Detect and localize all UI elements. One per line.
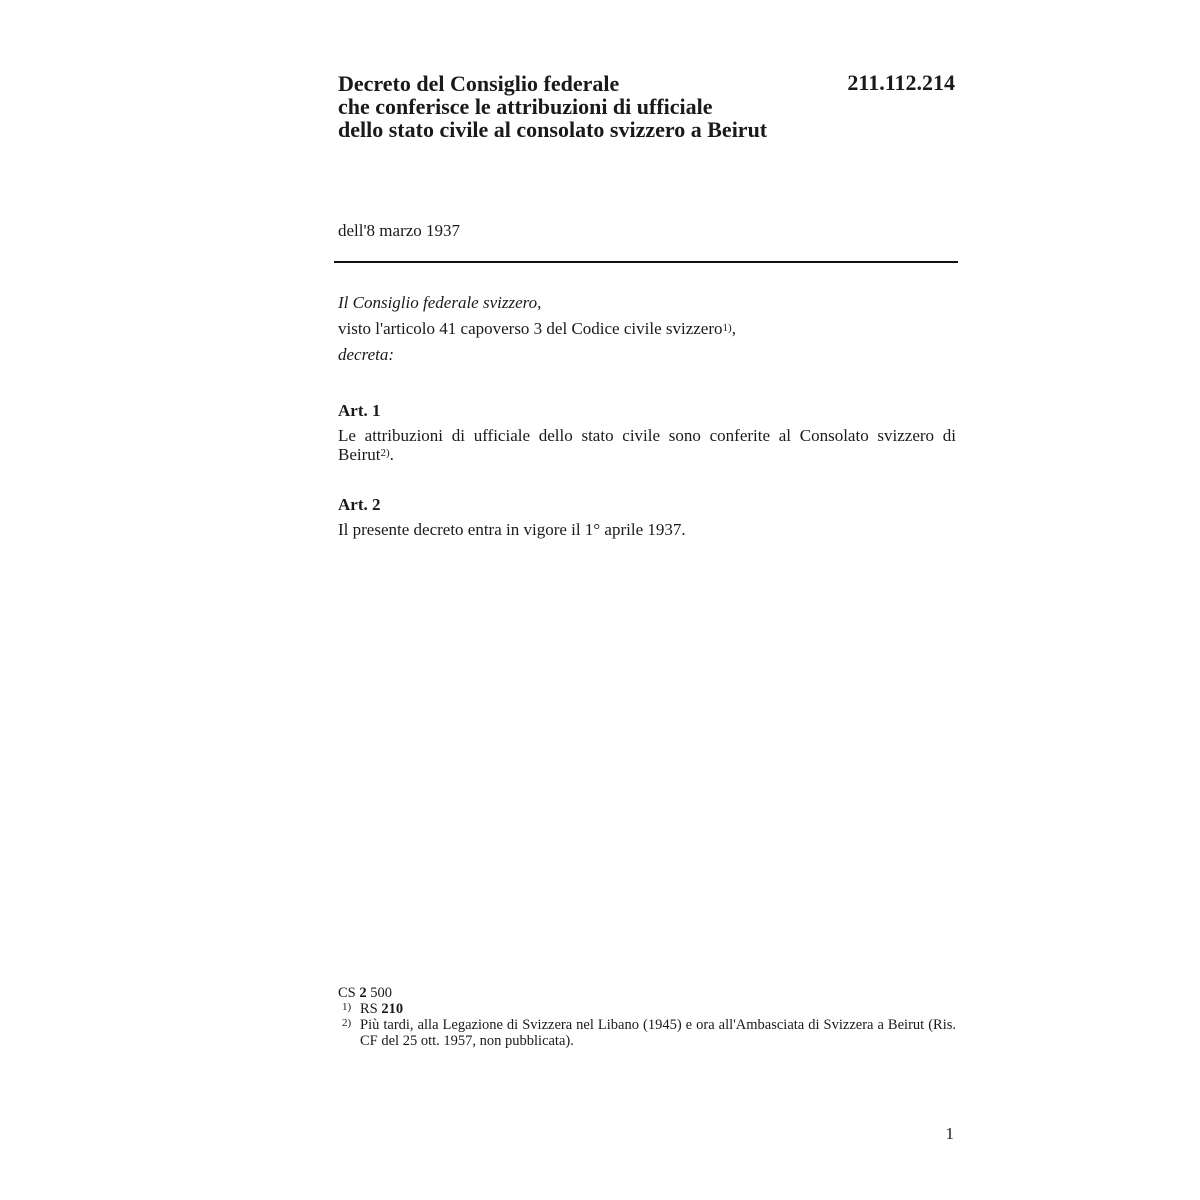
cs-reference (338, 985, 956, 1001)
legal-basis-text: visto l'articolo 41 capoverso 3 del Codice civile svizzero (338, 319, 723, 338)
article-2 (338, 494, 956, 539)
horizontal-rule (334, 261, 958, 263)
footnote-mark: 2) (342, 1017, 352, 1029)
preamble-legal-basis (338, 316, 736, 342)
footnote-text (360, 1001, 956, 1017)
preamble-decrees: decreta: (338, 345, 395, 364)
footnote-item (338, 1001, 956, 1017)
article-heading: Art. 1 (338, 401, 381, 420)
footnote-prefix: RS (360, 1001, 382, 1017)
article-text-punctuation: . (389, 445, 394, 464)
preamble-authority: Il Consiglio federale svizzero, (338, 293, 542, 312)
footnote-mark: 1) (342, 1001, 352, 1013)
footnotes (338, 985, 956, 1049)
page-number: 1 (945, 1124, 954, 1143)
cs-page: 500 (366, 985, 392, 1001)
footnote-reference[interactable]: 2) (380, 447, 390, 459)
article-text: Il presente decreto entra in vigore il 1° aprile 1937. (338, 520, 686, 539)
article-heading: Art. 2 (338, 495, 381, 514)
footnote-reference[interactable]: 1) (722, 322, 732, 334)
preamble (338, 290, 736, 368)
title-line: Decreto del Consiglio federale (338, 71, 620, 96)
title-line: che conferisce le attribuzioni di ufficiale (338, 94, 713, 119)
cs-prefix: CS (338, 985, 360, 1001)
article-1 (338, 400, 956, 464)
sr-number: 211.112.214 (847, 70, 955, 95)
footnote-text: Più tardi, alla Legazione di Svizzera nel Libano (1945) e ora all'Ambasciata di Svizzera a Beirut (Ris. CF del 25 ott. 1957, non pubblicata). (360, 1017, 956, 1049)
footnote-item (338, 1017, 956, 1049)
cs-volume: 2 (359, 985, 367, 1001)
document-title (338, 72, 818, 141)
title-line: dello stato civile al consolato svizzero a Beirut (338, 117, 768, 142)
legal-basis-punctuation: , (731, 319, 736, 338)
footnote-bold: 210 (381, 1001, 404, 1017)
article-text (338, 426, 956, 464)
article-text-content: Le attribuzioni di ufficiale dello stato civile sono conferite al Consolato svizzero di Beirut (338, 426, 956, 464)
document-date: dell'8 marzo 1937 (338, 221, 461, 240)
